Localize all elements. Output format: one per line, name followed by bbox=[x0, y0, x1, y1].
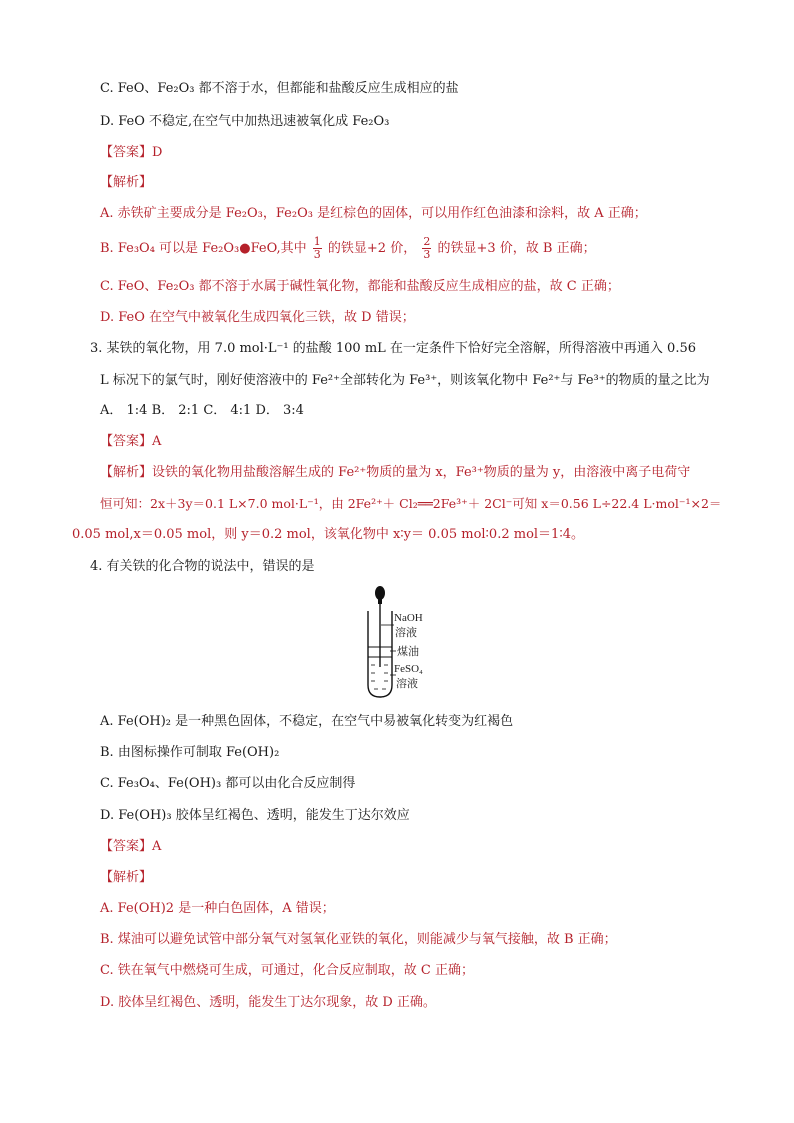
q3-options: A． 1:4 B． 2:1 C． 4:1 D． 3:4 bbox=[100, 403, 304, 418]
q2-option-c: C. FeO、Fe₂O₃ 都不溶于水，但都能和盐酸反应生成相应的盐 bbox=[100, 81, 459, 96]
dropper-neck bbox=[378, 599, 382, 604]
q4-option-b: B. 由图标操作可制取 Fe(OH)₂ bbox=[100, 745, 280, 760]
q2-analysis-d: D. FeO 在空气中被氧化生成四氧化三铁，故 D 错误； bbox=[100, 310, 415, 325]
q4-answer: 【答案】A bbox=[100, 839, 162, 854]
fraction-denominator: 3 bbox=[313, 248, 321, 261]
label-kerosene: 煤油 bbox=[397, 646, 419, 658]
q2-analysis-a: A. 赤铁矿主要成分是 Fe₂O₃，Fe₂O₃ 是红棕色的固体，可以用作红色油漆和涂料，故 A 正确； bbox=[100, 206, 647, 221]
solution-hatching bbox=[371, 665, 388, 689]
q3-stem-line1: 3. 某铁的氧化物，用 7.0 mol·L⁻¹ 的盐酸 100 mL 在一定条件下恰好完全溶解，所得溶液中再通入 0.56 bbox=[90, 341, 697, 356]
q2-analysis-b-part1: B. Fe₃O₄ 可以是 Fe₂O₃●FeO,其中 bbox=[100, 241, 307, 256]
q3-analysis-line1: 【解析】设铁的氧化物用盐酸溶解生成的 Fe²⁺物质的量为 x，Fe³⁺物质的量为 y，由溶液中离子电荷守 bbox=[100, 465, 691, 480]
test-tube-diagram bbox=[352, 585, 442, 705]
fraction-numerator: 2 bbox=[423, 235, 431, 248]
label-solution-2: 溶液 bbox=[396, 678, 418, 690]
q4-stem: 4. 有关铁的化合物的说法中，错误的是 bbox=[90, 559, 315, 574]
fraction-two-thirds bbox=[422, 236, 431, 261]
q2-option-d: D. FeO 不稳定,在空气中加热迅速被氧化成 Fe₂O₃ bbox=[100, 114, 390, 129]
label-feso4: FeSO₄ bbox=[394, 663, 423, 675]
q2-analysis-heading: 【解析】 bbox=[100, 175, 153, 190]
fraction-numerator: 1 bbox=[313, 235, 321, 248]
q2-analysis-b-part3: 的铁显+3 价，故 B 正确； bbox=[437, 241, 596, 256]
label-naoh: NaOH bbox=[394, 612, 423, 624]
q3-analysis-line2: 恒可知：2x＋3y＝0.1 L×7.0 mol·L⁻¹，由 2Fe²⁺＋ Cl₂══2Fe³⁺＋ 2Cl⁻可知 x＝0.56 L÷22.4 L·mol⁻¹×2＝ bbox=[100, 496, 722, 511]
q2-analysis-b bbox=[100, 234, 596, 264]
q2-analysis-c: C. FeO、Fe₂O₃ 都不溶于水属于碱性氧化物，都能和盐酸反应生成相应的盐，故 C 正确； bbox=[100, 279, 620, 294]
q2-answer: 【答案】D bbox=[100, 145, 163, 160]
label-solution-1: 溶液 bbox=[395, 627, 417, 639]
q2-analysis-b-part2: 的铁显+2 价， bbox=[327, 241, 417, 256]
q3-stem-line2: L 标况下的氯气时，刚好使溶液中的 Fe²⁺全部转化为 Fe³⁺，则该氧化物中 Fe²⁺与 Fe³⁺的物质的量之比为 bbox=[100, 373, 710, 388]
q4-option-d: D. Fe(OH)₃ 胶体呈红褐色、透明，能发生丁达尔效应 bbox=[100, 808, 410, 823]
q4-option-a: A. Fe(OH)₂ 是一种黑色固体，不稳定，在空气中易被氧化转变为红褐色 bbox=[100, 714, 514, 729]
q4-option-c: C. Fe₃O₄、Fe(OH)₃ 都可以由化合反应制得 bbox=[100, 776, 356, 791]
q4-analysis-a: A. Fe(OH)2 是一种白色固体，A 错误； bbox=[100, 901, 335, 916]
fraction-denominator: 3 bbox=[423, 248, 431, 261]
q4-analysis-heading: 【解析】 bbox=[100, 870, 153, 885]
dropper-bulb bbox=[375, 586, 385, 600]
fraction-one-third bbox=[313, 236, 322, 261]
q4-analysis-d: D. 胶体呈红褐色、透明，能发生丁达尔现象，故 D 正确。 bbox=[100, 995, 436, 1010]
q4-analysis-b: B. 煤油可以避免试管中部分氧气对氢氧化亚铁的氧化，则能减少与氧气接触，故 B 正确； bbox=[100, 932, 617, 947]
q4-analysis-c: C. 铁在氧气中燃烧可生成，可通过，化合反应制取，故 C 正确； bbox=[100, 963, 474, 978]
q3-answer: 【答案】A bbox=[100, 434, 162, 449]
q3-analysis-line3: 0.05 mol,x＝0.05 mol，则 y＝0.2 mol，该氧化物中 x∶y＝ 0.05 mol∶0.2 mol＝1∶4。 bbox=[72, 527, 584, 542]
